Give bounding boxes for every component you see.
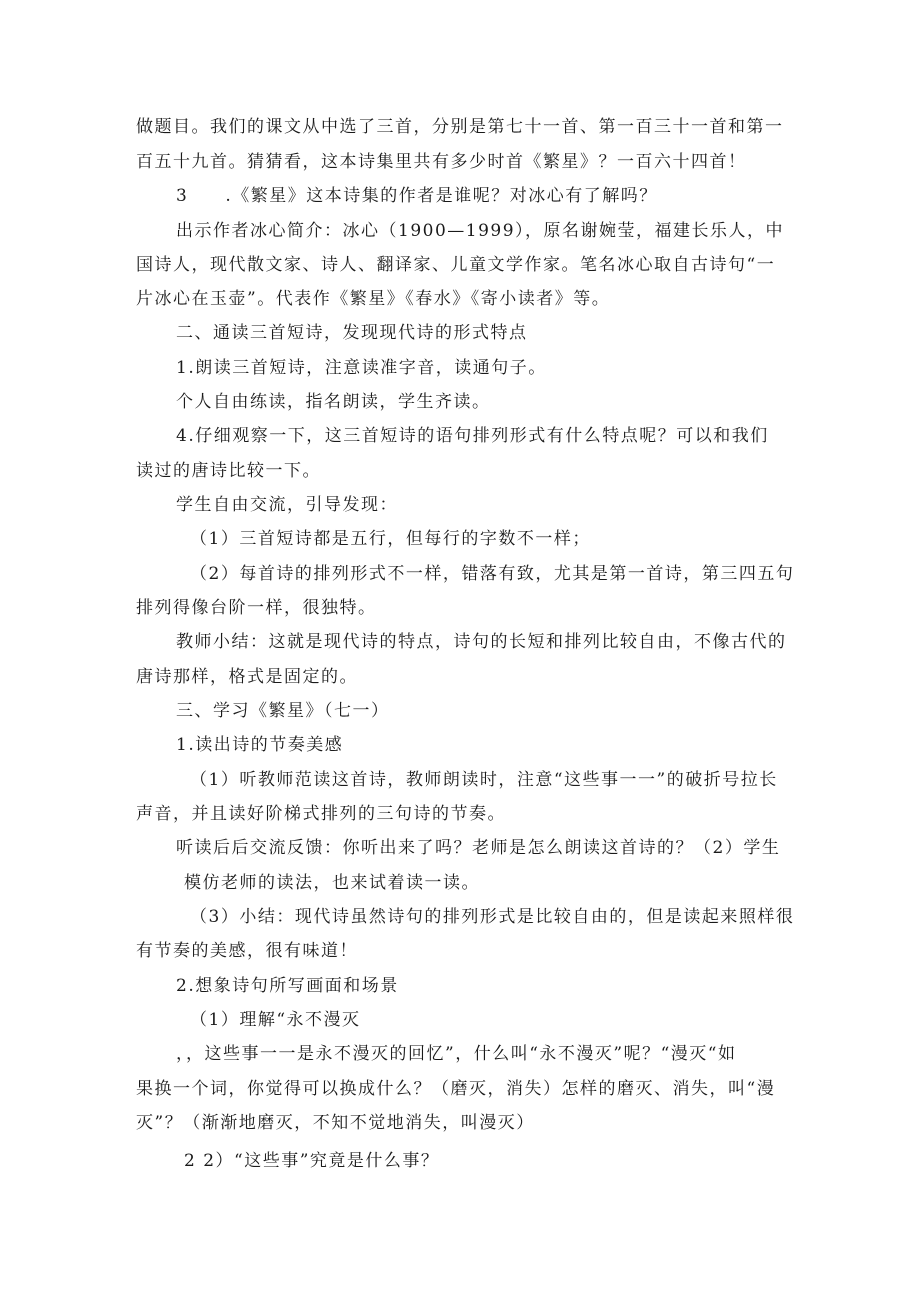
text-line: 1.朗读三首短诗，注意读准字音，读通句子。 [176,358,547,378]
text-line: （1）三首短诗都是五行，但每行的字数不一样； [190,529,591,549]
text-line: 教师小结：这就是现代诗的特点，诗句的长短和排列比较自由，不像古代的 [176,632,787,652]
text-line: 听读后后交流反馈：你听出来了吗？老师是怎么朗读这首诗的？（2）学生 [176,838,781,858]
text-line: 灭”？（渐渐地磨灭，不知不觉地消失，叫漫灭） [136,1113,535,1133]
text-line: 学生自由交流，引导发现： [176,495,398,515]
text-line: 片冰心在玉壶”。代表作《繁星》《春水》《寄小读者》等。 [136,289,611,309]
section-heading: 三、学习《繁星》（七一） [176,701,390,721]
text-line: 个人自由练读，指名朗读，学生齐读。 [176,392,491,412]
text-line: 读过的唐诗比较一下。 [136,461,321,481]
text-line: 唐诗那样，格式是固定的。 [136,667,358,687]
text-line: （1）理解“永不漫灭 [190,1010,361,1030]
text-line: 声音，并且读好阶梯式排列的三句诗的节奏。 [136,804,506,824]
text-line: （3）小结：现代诗虽然诗句的排列形式是比较自由的，但是读起来照样很 [190,907,795,927]
text-line: （2）每首诗的排列形式不一样，错落有致，尤其是第一首诗，第三四五句 [190,564,795,584]
text-line: （1）听教师范读这首诗，教师朗读时，注意“这些事一一”的破折号拉长 [190,770,778,790]
text-line: 2 2）“这些事”究竟是什么事？ [184,1151,440,1171]
text-line: 国诗人，现代散文家、诗人、翻译家、儿童文学作家。笔名冰心取自古诗句“一 [136,255,776,275]
text-line: 模仿老师的读法，也来试着读一读。 [184,873,480,893]
text-line: 有节奏的美感，很有味道！ [136,941,358,961]
text-line: 排列得像台阶一样，很独特。 [136,598,377,618]
section-heading: 二、通读三首短诗，发现现代诗的形式特点 [176,323,528,343]
text-line: 做题目。我们的课文从中选了三首，分别是第七十一首、第一百三十一首和第一 [136,117,784,137]
text-line: 3 .《繁星》这本诗集的作者是谁呢？对冰心有了解吗？ [176,186,658,206]
text-line: 百五十九首。猜猜看，这本诗集里共有多少时首《繁星》？一百六十四首！ [136,152,747,172]
text-line: 1.读出诗的节奏美感 [176,735,344,755]
text-line: 2.想象诗句所写画面和场景 [176,976,399,996]
text-line: ，，这些事一一是永不漫灭的回忆”，什么叫“永不漫灭”呢？“漫灭“如 [176,1044,737,1064]
text-line: 果换一个词，你觉得可以换成什么？（磨灭，消失）怎样的磨灭、消失，叫“漫 [136,1079,776,1099]
text-line: 出示作者冰心简介：冰心（1900—1999），原名谢婉莹，福建长乐人，中 [176,221,785,241]
text-line: 4.仔细观察一下，这三首短诗的语句排列形式有什么特点呢？可以和我们 [176,426,769,446]
